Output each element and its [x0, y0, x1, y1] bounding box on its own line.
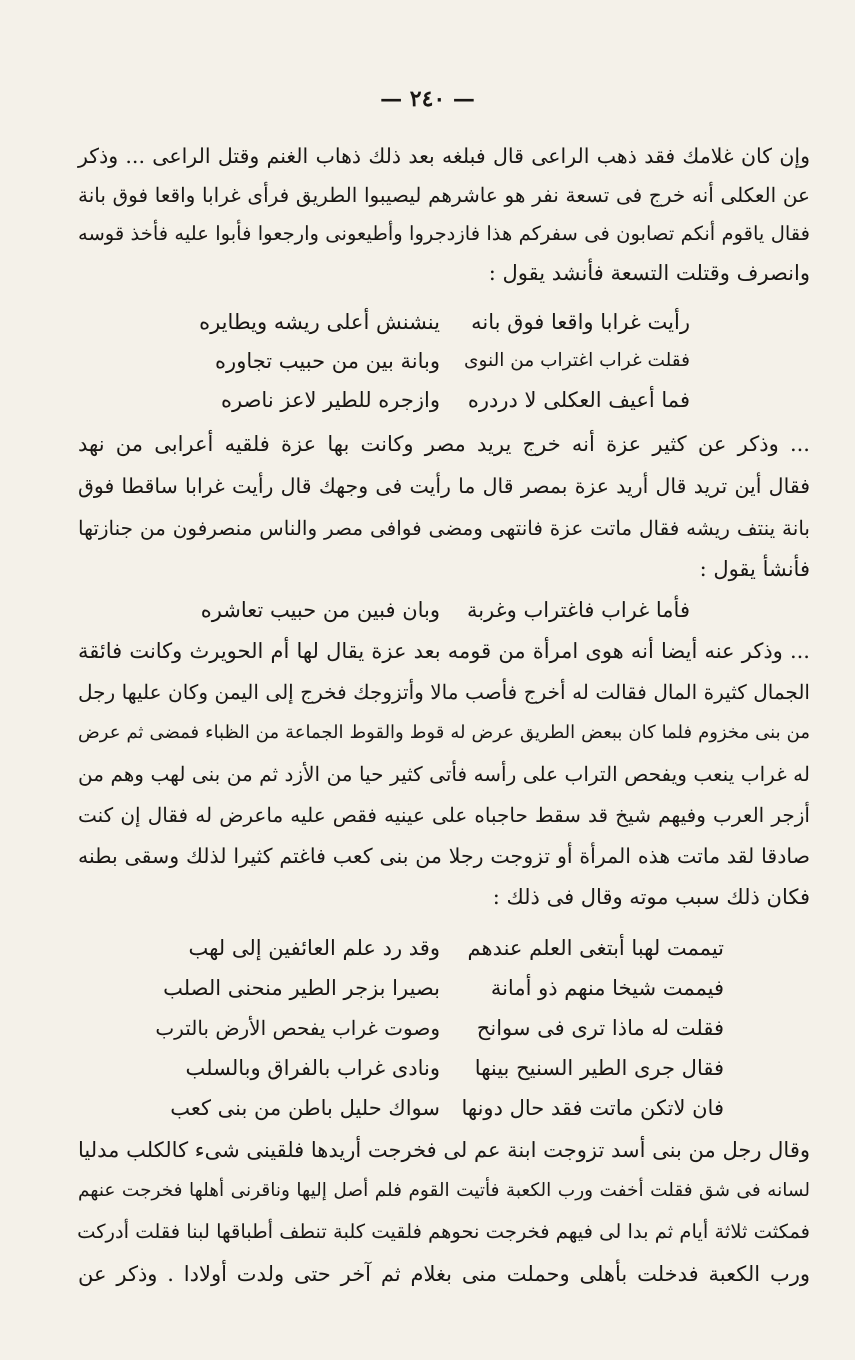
verse-hemistich: فما أعيف العكلى لا دردره: [467, 388, 690, 412]
text-line: ... وذكر عن كثير عزة أنه خرج يريد مصر وكانت بها عزة فلقيه أعرابى من نهد: [78, 432, 810, 456]
text-line: فأنشأ يقول :: [699, 557, 810, 581]
text-line: فقال أين تريد قال أريد عزة بمصر قال ما رأيت فى وجهك قال رأيت غرابا ساقطا فوق: [78, 474, 810, 498]
text-line: لسانه فى شق فقلت أخفت ورب الكعبة فأتيت القوم فلم أصل إليها وناقرنى أهلها فخرجت عنهم: [78, 1180, 810, 1201]
verse-hemistich: رأيت غرابا واقعا فوق بانه: [471, 310, 690, 334]
verse-hemistich: فان لاتكن ماتت فقد حال دونها: [461, 1096, 724, 1120]
verse-hemistich: بصيرا بزجر الطير منحنى الصلب: [163, 976, 440, 1000]
verse-hemistich: سواك حليل باطن من بنى كعب: [170, 1096, 440, 1120]
verse-hemistich: تيممت لهبا أبتغى العلم عندهم: [467, 936, 724, 960]
verse-hemistich: فقلت له ماذا ترى فى سوانح: [476, 1016, 724, 1040]
verse-hemistich: وبان فبين من حبيب تعاشره: [200, 598, 440, 622]
text-line: من بنى مخزوم فلما كان ببعض الطريق عرض له قوط والقوط الجماعة من الظباء فمضى ثم عرض: [78, 722, 810, 743]
verse-hemistich: ونادى غراب بالفراق وبالسلب: [185, 1056, 440, 1080]
text-line: وقال رجل من بنى أسد تزوجت ابنة عم لى فخرجت أريدها فلقينى شىء كالكلب مدليا: [78, 1138, 810, 1162]
text-line: وانصرف وقتلت التسعة فأنشد يقول :: [488, 261, 810, 285]
text-line: أزجر العرب وفيهم شيخ قد سقط حاجباه على عينيه فقص عليه ماعرض له فقال إن كنت: [78, 803, 810, 827]
text-line: صادقا لقد ماتت هذه المرأة أو تزوجت رجلا من بنى كعب فاغتم كثيرا لذلك وسقى بطنه: [78, 844, 810, 868]
verse-hemistich: ينشنش أعلى ريشه ويطايره: [199, 310, 440, 334]
verse-hemistich: وازجره للطير لاعز ناصره: [221, 388, 440, 412]
text-line: فمكثت ثلاثة أيام ثم بدا لى فيهم فخرجت نحوهم فلقيت كلبة تنطف أطباقها لبنا فقلت أدركت: [77, 1220, 810, 1243]
text-line: بانة ينتف ريشه فقال ماتت عزة فانتهى ومضى فوافى مصر والناس منصرفون من جنازتها: [78, 516, 810, 540]
verse-hemistich: فيممت شيخا منهم ذو أمانة: [490, 976, 724, 1000]
text-line: له غراب ينعب ويفحص التراب على رأسه فأتى كثير حيا من الأزد ثم من بنى لهب وهم من: [78, 762, 810, 786]
verse-hemistich: وبانة بين من حبيب تجاوره: [215, 349, 440, 373]
verse-hemistich: فقلت غراب اغتراب من النوى: [463, 350, 690, 371]
verse-hemistich: وقد رد علم العائفين إلى لهب: [188, 936, 440, 960]
page-number: — ٢٤٠ —: [380, 86, 475, 112]
verse-hemistich: فقال جرى الطير السنيح بينها: [474, 1056, 724, 1080]
text-line: الجمال كثيرة المال فقالت له أخرج فأصب مالا وأتزوجك فخرج إلى اليمن وكان عليها رجل: [78, 680, 810, 704]
text-line: فكان ذلك سبب موته وقال فى ذلك :: [492, 885, 810, 909]
text-line: عن العكلى أنه خرج فى تسعة نفر هو عاشرهم ليصيبوا الطريق فرأى غرابا واقعا فوق بانة: [78, 183, 810, 207]
text-line: ... وذكر عنه أيضا أنه هوى امرأة من قومه بعد عزة يقال لها أم الحويرث وكانت فائقة: [78, 639, 810, 663]
verse-hemistich: فأما غراب فاغتراب وغربة: [466, 598, 690, 622]
verse-hemistich: وصوت غراب يفحص الأرض بالترب: [155, 1016, 440, 1040]
text-line: وإن كان غلامك فقد ذهب الراعى قال فبلغه بعد ذلك ذهاب الغنم وقتل الراعى ... وذكر: [78, 144, 810, 168]
text-line: ورب الكعبة فدخلت بأهلى وحملت منى بغلام ثم آخر حتى ولدت أولادا . وذكر عن: [78, 1262, 810, 1286]
text-line: فقال ياقوم أنكم تصابون فى سفركم هذا فازدجروا وأطيعونى وارجعوا فأبوا عليه فأخذ قوسه: [78, 222, 810, 245]
